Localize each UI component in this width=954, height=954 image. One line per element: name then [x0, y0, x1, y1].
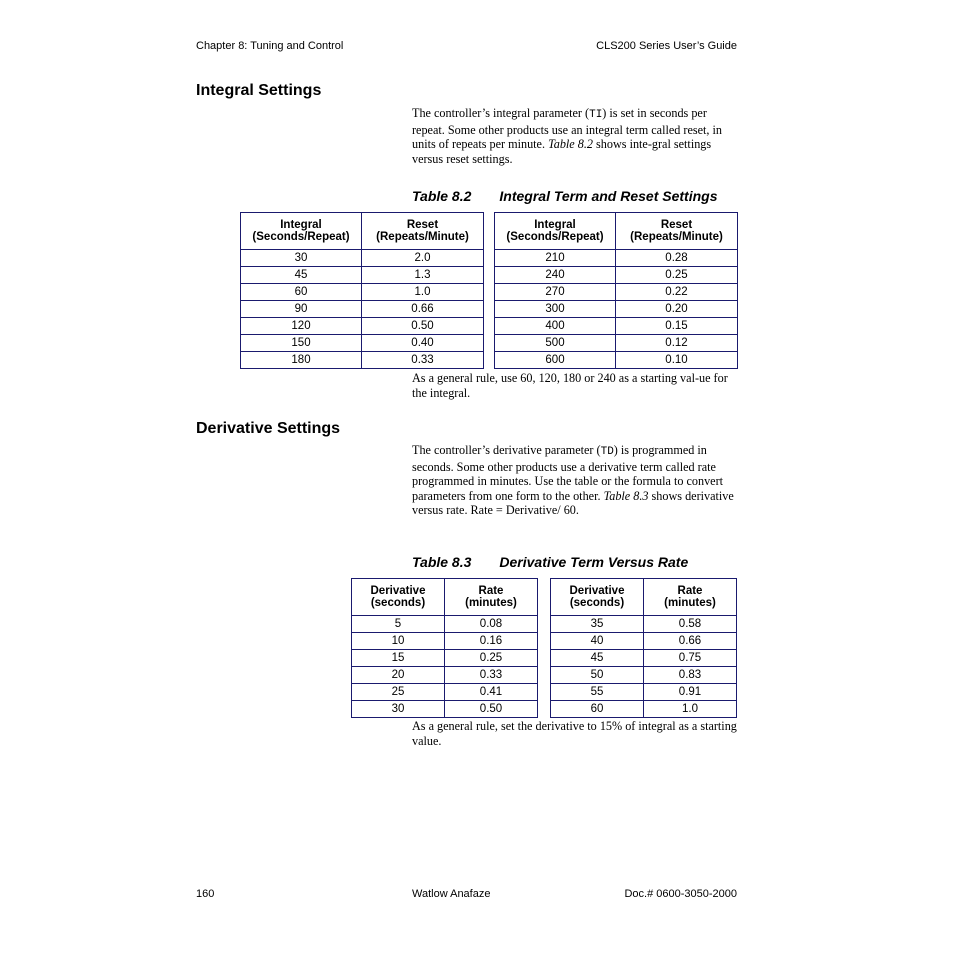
table-cell: 1.0 — [362, 284, 484, 301]
table-gap — [484, 250, 495, 267]
table-row — [352, 616, 737, 633]
running-header-title: CLS200 Series User’s Guide — [596, 40, 737, 52]
integral-column-header: Integral (Seconds/Repeat) — [241, 213, 362, 250]
table-cell: 0.50 — [362, 318, 484, 335]
integral-table-body — [241, 250, 738, 369]
table-gap — [484, 301, 495, 318]
derivative-column-header: Derivative (seconds) — [352, 579, 445, 616]
table-cell: 150 — [241, 335, 362, 352]
table-8-2-reference: Table 8.2 — [548, 137, 593, 152]
table-cell: 1.0 — [644, 701, 737, 718]
table-8-3-title: Derivative Term Versus Rate — [499, 554, 689, 570]
table-gap — [538, 650, 551, 667]
table-cell: 0.10 — [616, 352, 738, 369]
table-cell: 0.66 — [362, 301, 484, 318]
table-row — [352, 650, 737, 667]
table-cell: 500 — [495, 335, 616, 352]
table-cell: 270 — [495, 284, 616, 301]
derivative-note: As a general rule, set the derivative to 15% of integral as a starting value. — [412, 719, 737, 748]
derivative-settings-heading: Derivative Settings — [196, 420, 341, 437]
table-cell: 45 — [241, 267, 362, 284]
table-8-2-label: Table 8.2 — [412, 188, 472, 204]
table-row — [241, 352, 738, 369]
table-cell: 120 — [241, 318, 362, 335]
table-cell: 60 — [551, 701, 644, 718]
table-cell: 0.33 — [362, 352, 484, 369]
table-row — [241, 301, 738, 318]
table-cell: 0.08 — [445, 616, 538, 633]
table-8-3-reference: Table 8.3 — [603, 488, 649, 503]
table-cell: 0.40 — [362, 335, 484, 352]
table-8-2-title: Integral Term and Reset Settings — [499, 188, 718, 204]
table-gap — [538, 633, 551, 650]
derivative-column-header: Derivative (seconds) — [551, 579, 644, 616]
table-cell: 20 — [352, 667, 445, 684]
integral-note: As a general rule, use 60, 120, 180 or 240 as a starting val-ue for the integral. — [412, 371, 728, 400]
table-cell: 1.3 — [362, 267, 484, 284]
integral-paragraph: The controller’s integral parameter (TI) is set in seconds per repeat. Some other products use an integral term called reset, in units of repeats per minute. Table 8.2 shows inte-gral settings versus reset settings. — [412, 106, 722, 166]
table-cell: 300 — [495, 301, 616, 318]
table-cell: 0.83 — [644, 667, 737, 684]
table-row — [352, 667, 737, 684]
table-cell: 0.25 — [445, 650, 538, 667]
table-cell: 180 — [241, 352, 362, 369]
table-cell: 90 — [241, 301, 362, 318]
table-cell: 0.58 — [644, 616, 737, 633]
table-cell: 0.50 — [445, 701, 538, 718]
table-gap — [484, 352, 495, 369]
table-cell: 60 — [241, 284, 362, 301]
table-cell: 0.16 — [445, 633, 538, 650]
table-cell: 10 — [352, 633, 445, 650]
footer-company: Watlow Anafaze — [412, 888, 491, 900]
table-row — [352, 701, 737, 718]
table-8-3-label: Table 8.3 — [412, 554, 472, 570]
integral-column-header: Integral (Seconds/Repeat) — [495, 213, 616, 250]
table-row — [241, 335, 738, 352]
table-8-2-caption — [412, 188, 718, 204]
running-header-chapter: Chapter 8: Tuning and Control — [196, 40, 344, 52]
table-cell: 600 — [495, 352, 616, 369]
integral-settings-heading: Integral Settings — [196, 82, 322, 99]
table-gap — [484, 284, 495, 301]
rate-column-header: Rate (minutes) — [445, 579, 538, 616]
table-gap — [538, 701, 551, 718]
td-parameter-code: TD — [600, 446, 614, 458]
table-row — [241, 284, 738, 301]
ti-parameter-code: TI — [589, 109, 603, 121]
table-gap — [484, 213, 495, 250]
table-cell: 35 — [551, 616, 644, 633]
table-gap — [538, 667, 551, 684]
table-cell: 15 — [352, 650, 445, 667]
table-cell: 5 — [352, 616, 445, 633]
derivative-paragraph: The controller’s derivative parameter (TD) is programmed in seconds. Some other products use a derivative term called rate programmed in minutes. Use the table or the formula to convert parameters from one form to the other. Table 8.3 shows derivative versus rate. Rate = Derivative/ 60. — [412, 443, 734, 518]
table-row — [241, 250, 738, 267]
derivative-table-body — [352, 616, 737, 718]
table-cell: 30 — [352, 701, 445, 718]
table-gap — [484, 318, 495, 335]
derivative-rate-table — [351, 578, 737, 718]
table-cell: 240 — [495, 267, 616, 284]
table-cell: 0.75 — [644, 650, 737, 667]
table-cell: 2.0 — [362, 250, 484, 267]
table-cell: 50 — [551, 667, 644, 684]
table-cell: 0.25 — [616, 267, 738, 284]
table-cell: 0.66 — [644, 633, 737, 650]
reset-column-header: Reset (Repeats/Minute) — [362, 213, 484, 250]
table-cell: 40 — [551, 633, 644, 650]
rate-column-header: Rate (minutes) — [644, 579, 737, 616]
table-row — [352, 684, 737, 701]
table-cell: 0.22 — [616, 284, 738, 301]
reset-column-header: Reset (Repeats/Minute) — [616, 213, 738, 250]
table-gap — [538, 579, 551, 616]
table-gap — [538, 684, 551, 701]
table-cell: 210 — [495, 250, 616, 267]
table-cell: 0.41 — [445, 684, 538, 701]
table-cell: 0.91 — [644, 684, 737, 701]
table-cell: 55 — [551, 684, 644, 701]
table-cell: 0.33 — [445, 667, 538, 684]
table-cell: 45 — [551, 650, 644, 667]
table-cell: 0.12 — [616, 335, 738, 352]
table-cell: 25 — [352, 684, 445, 701]
table-gap — [538, 616, 551, 633]
table-row — [352, 633, 737, 650]
integral-reset-table — [240, 212, 738, 369]
table-row — [241, 318, 738, 335]
table-cell: 30 — [241, 250, 362, 267]
table-row — [241, 267, 738, 284]
page-number: 160 — [196, 888, 215, 900]
table-gap — [484, 335, 495, 352]
footer-doc-number: Doc.# 0600-3050-2000 — [624, 888, 737, 900]
table-gap — [484, 267, 495, 284]
table-8-3-caption — [412, 554, 688, 570]
table-cell: 0.15 — [616, 318, 738, 335]
table-cell: 400 — [495, 318, 616, 335]
table-cell: 0.28 — [616, 250, 738, 267]
table-cell: 0.20 — [616, 301, 738, 318]
